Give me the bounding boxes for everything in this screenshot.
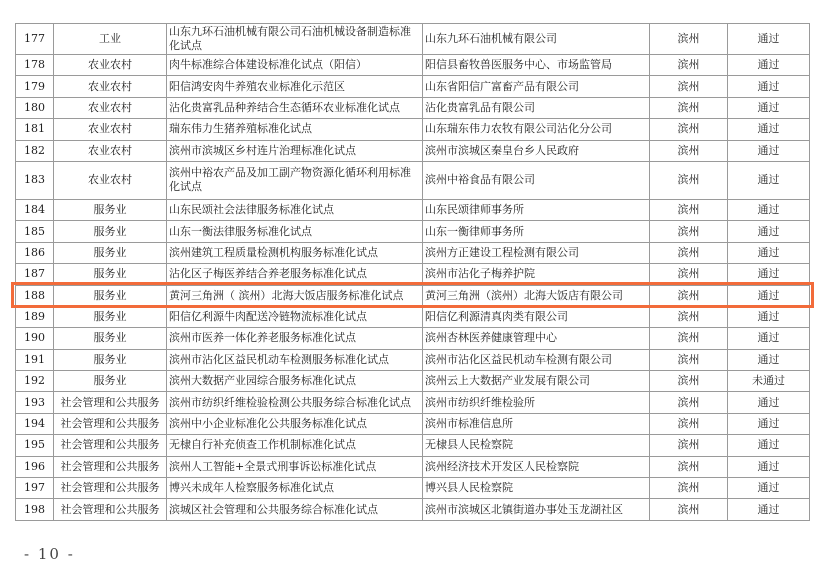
row-number-cell: 194	[16, 413, 54, 434]
category-cell: 服务业	[54, 242, 167, 263]
category-cell: 社会管理和公共服务	[54, 478, 167, 499]
project-name-cell: 沾化区子梅医养结合养老服务标准化试点	[167, 264, 423, 285]
city-cell: 滨州	[650, 242, 728, 263]
project-name-cell: 滨州大数据产业园综合服务标准化试点	[167, 371, 423, 392]
result-cell: 通过	[728, 499, 810, 520]
table-row	[16, 140, 810, 161]
row-number-cell: 182	[16, 140, 54, 161]
row-number-cell: 183	[16, 161, 54, 199]
city-cell: 滨州	[650, 349, 728, 370]
city-cell: 滨州	[650, 306, 728, 327]
project-name-cell: 肉牛标准综合体建设标准化试点（阳信）	[167, 55, 423, 76]
city-cell: 滨州	[650, 456, 728, 477]
project-name-cell: 阳信亿利源牛肉配送冷链物流标准化试点	[167, 306, 423, 327]
city-cell: 滨州	[650, 24, 728, 55]
unit-name-cell: 滨州中裕食品有限公司	[423, 161, 650, 199]
table-row	[16, 499, 810, 520]
result-cell: 通过	[728, 97, 810, 118]
category-cell: 农业农村	[54, 97, 167, 118]
city-cell: 滨州	[650, 55, 728, 76]
unit-name-cell: 滨州经济技术开发区人民检察院	[423, 456, 650, 477]
table-row	[16, 161, 810, 199]
city-cell: 滨州	[650, 285, 728, 306]
city-cell: 滨州	[650, 199, 728, 220]
page-number: - 10 -	[24, 545, 75, 563]
category-cell: 服务业	[54, 221, 167, 242]
unit-name-cell: 滨州市滨城区秦皇台乡人民政府	[423, 140, 650, 161]
unit-name-cell: 博兴县人民检察院	[423, 478, 650, 499]
city-cell: 滨州	[650, 392, 728, 413]
city-cell: 滨州	[650, 264, 728, 285]
project-name-cell: 滨州市纺织纤维检验检测公共服务综合标准化试点	[167, 392, 423, 413]
row-number-cell: 186	[16, 242, 54, 263]
project-name-cell: 滨州市医养一体化养老服务标准化试点	[167, 328, 423, 349]
row-number-cell: 181	[16, 119, 54, 140]
project-name-cell: 沾化贵富乳品种养结合生态循环农业标准化试点	[167, 97, 423, 118]
city-cell: 滨州	[650, 140, 728, 161]
row-number-cell: 196	[16, 456, 54, 477]
category-cell: 服务业	[54, 306, 167, 327]
result-cell: 通过	[728, 55, 810, 76]
result-cell: 通过	[728, 435, 810, 456]
category-cell: 社会管理和公共服务	[54, 456, 167, 477]
city-cell: 滨州	[650, 119, 728, 140]
table-row	[16, 24, 810, 55]
result-cell: 通过	[728, 221, 810, 242]
table-row	[16, 97, 810, 118]
city-cell: 滨州	[650, 499, 728, 520]
category-cell: 服务业	[54, 285, 167, 306]
row-number-cell: 177	[16, 24, 54, 55]
category-cell: 农业农村	[54, 76, 167, 97]
result-cell: 通过	[728, 161, 810, 199]
result-cell: 通过	[728, 119, 810, 140]
result-cell: 通过	[728, 392, 810, 413]
project-name-cell: 博兴未成年人检察服务标准化试点	[167, 478, 423, 499]
city-cell: 滨州	[650, 161, 728, 199]
row-number-cell: 191	[16, 349, 54, 370]
table-row	[16, 456, 810, 477]
table-row	[16, 119, 810, 140]
result-cell: 通过	[728, 140, 810, 161]
table-row	[16, 76, 810, 97]
result-cell: 通过	[728, 456, 810, 477]
table-row	[16, 328, 810, 349]
city-cell: 滨州	[650, 221, 728, 242]
category-cell: 社会管理和公共服务	[54, 413, 167, 434]
row-number-cell: 180	[16, 97, 54, 118]
unit-name-cell: 山东九环石油机械有限公司	[423, 24, 650, 55]
project-name-cell: 滨州建筑工程质量检测机构服务标准化试点	[167, 242, 423, 263]
table-row	[16, 349, 810, 370]
unit-name-cell: 阳信县畜牧兽医服务中心、市场监管局	[423, 55, 650, 76]
result-cell: 通过	[728, 242, 810, 263]
city-cell: 滨州	[650, 97, 728, 118]
category-cell: 社会管理和公共服务	[54, 499, 167, 520]
category-cell: 服务业	[54, 328, 167, 349]
unit-name-cell: 滨州市标准信息所	[423, 413, 650, 434]
category-cell: 服务业	[54, 199, 167, 220]
row-number-cell: 178	[16, 55, 54, 76]
unit-name-cell: 沾化贵富乳品有限公司	[423, 97, 650, 118]
row-number-cell: 185	[16, 221, 54, 242]
row-number-cell: 193	[16, 392, 54, 413]
table-row	[16, 242, 810, 263]
project-name-cell: 阳信鸿安肉牛养殖农业标准化示范区	[167, 76, 423, 97]
unit-name-cell: 山东省阳信广富畜产品有限公司	[423, 76, 650, 97]
row-number-cell: 197	[16, 478, 54, 499]
result-cell: 通过	[728, 306, 810, 327]
pilot-results-table	[15, 23, 810, 521]
unit-name-cell: 滨州杏林医养健康管理中心	[423, 328, 650, 349]
result-cell: 通过	[728, 24, 810, 55]
result-cell: 通过	[728, 413, 810, 434]
unit-name-cell: 滨州云上大数据产业发展有限公司	[423, 371, 650, 392]
unit-name-cell: 滨州市沾化子梅养护院	[423, 264, 650, 285]
category-cell: 服务业	[54, 371, 167, 392]
result-cell: 未通过	[728, 371, 810, 392]
project-name-cell: 滨城区社会管理和公共服务综合标准化试点	[167, 499, 423, 520]
row-number-cell: 179	[16, 76, 54, 97]
table-row	[16, 392, 810, 413]
table-row	[16, 221, 810, 242]
unit-name-cell: 山东民颂律师事务所	[423, 199, 650, 220]
project-name-cell: 山东九环石油机械有限公司石油机械设备制造标准化试点	[167, 24, 423, 55]
row-number-cell: 192	[16, 371, 54, 392]
category-cell: 工业	[54, 24, 167, 55]
unit-name-cell: 阳信亿利源清真肉类有限公司	[423, 306, 650, 327]
row-number-cell: 190	[16, 328, 54, 349]
unit-name-cell: 滨州市滨城区北镇街道办事处玉龙湖社区	[423, 499, 650, 520]
unit-name-cell: 山东一衡律师事务所	[423, 221, 650, 242]
category-cell: 服务业	[54, 264, 167, 285]
table-row	[16, 199, 810, 220]
project-name-cell: 滨州中小企业标准化公共服务标准化试点	[167, 413, 423, 434]
category-cell: 农业农村	[54, 55, 167, 76]
category-cell: 社会管理和公共服务	[54, 435, 167, 456]
city-cell: 滨州	[650, 478, 728, 499]
result-cell: 通过	[728, 328, 810, 349]
row-number-cell: 195	[16, 435, 54, 456]
category-cell: 服务业	[54, 349, 167, 370]
project-name-cell: 滨州中裕农产品及加工副产物资源化循环利用标准化试点	[167, 161, 423, 199]
result-cell: 通过	[728, 285, 810, 306]
table-row	[16, 55, 810, 76]
result-cell: 通过	[728, 349, 810, 370]
project-name-cell: 无棣自行补充侦查工作机制标准化试点	[167, 435, 423, 456]
table-row	[16, 413, 810, 434]
table-row	[16, 306, 810, 327]
city-cell: 滨州	[650, 76, 728, 97]
row-number-cell: 189	[16, 306, 54, 327]
table-row	[16, 264, 810, 285]
project-name-cell: 滨州市沾化区益民机动车检测服务标准化试点	[167, 349, 423, 370]
unit-name-cell: 滨州市纺织纤维检验所	[423, 392, 650, 413]
table-row	[16, 285, 810, 306]
unit-name-cell: 无棣县人民检察院	[423, 435, 650, 456]
project-name-cell: 滨州市滨城区乡村连片治理标准化试点	[167, 140, 423, 161]
result-cell: 通过	[728, 199, 810, 220]
row-number-cell: 187	[16, 264, 54, 285]
category-cell: 社会管理和公共服务	[54, 392, 167, 413]
category-cell: 农业农村	[54, 161, 167, 199]
table-row	[16, 371, 810, 392]
city-cell: 滨州	[650, 435, 728, 456]
result-cell: 通过	[728, 478, 810, 499]
table-row	[16, 478, 810, 499]
project-name-cell: 滨州人工智能+全景式刑事诉讼标准化试点	[167, 456, 423, 477]
row-number-cell: 188	[16, 285, 54, 306]
project-name-cell: 黄河三角洲（ 滨州）北海大饭店服务标准化试点	[167, 285, 423, 306]
category-cell: 农业农村	[54, 119, 167, 140]
result-cell: 通过	[728, 264, 810, 285]
unit-name-cell: 山东瑞东伟力农牧有限公司沾化分公司	[423, 119, 650, 140]
unit-name-cell: 滨州方正建设工程检测有限公司	[423, 242, 650, 263]
city-cell: 滨州	[650, 328, 728, 349]
city-cell: 滨州	[650, 371, 728, 392]
unit-name-cell: 滨州市沾化区益民机动车检测有限公司	[423, 349, 650, 370]
project-name-cell: 山东民颂社会法律服务标准化试点	[167, 199, 423, 220]
result-cell: 通过	[728, 76, 810, 97]
row-number-cell: 184	[16, 199, 54, 220]
city-cell: 滨州	[650, 413, 728, 434]
project-name-cell: 山东一衡法律服务标准化试点	[167, 221, 423, 242]
table-row	[16, 435, 810, 456]
category-cell: 农业农村	[54, 140, 167, 161]
row-number-cell: 198	[16, 499, 54, 520]
project-name-cell: 瑞东伟力生猪养殖标准化试点	[167, 119, 423, 140]
unit-name-cell: 黄河三角洲（滨州）北海大饭店有限公司	[423, 285, 650, 306]
